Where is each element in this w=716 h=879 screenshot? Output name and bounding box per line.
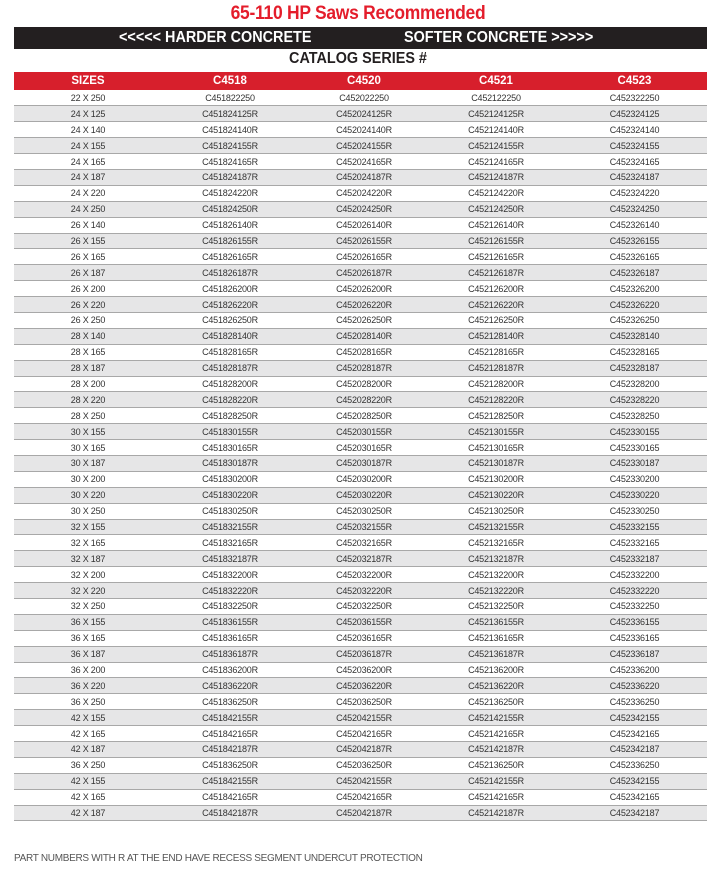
c4523-part-cell: C452328187 xyxy=(562,360,707,376)
c4521-part-cell: C452122250 xyxy=(430,90,562,106)
c4523-part-cell: C452330250 xyxy=(562,503,707,519)
c4518-part-cell: C451824220R xyxy=(162,185,298,201)
c4523-part-cell: C452342165 xyxy=(562,726,707,742)
table-row xyxy=(14,614,707,630)
c4521-part-cell: C452142187R xyxy=(430,742,562,758)
c4518-part-cell: C451842155R xyxy=(162,710,298,726)
size-cell: 42 X 165 xyxy=(14,726,162,742)
c4520-part-cell: C452036250R xyxy=(298,757,430,773)
size-cell: 32 X 220 xyxy=(14,583,162,599)
column-header-c4521: C4521 xyxy=(430,72,562,90)
table-row xyxy=(14,90,707,106)
table-row xyxy=(14,328,707,344)
c4518-part-cell: C451830220R xyxy=(162,487,298,503)
table-row xyxy=(14,694,707,710)
c4520-part-cell: C452024140R xyxy=(298,122,430,138)
c4518-part-cell: C451836250R xyxy=(162,694,298,710)
table-row xyxy=(14,551,707,567)
table-row xyxy=(14,440,707,456)
c4518-part-cell: C451828165R xyxy=(162,344,298,360)
c4523-part-cell: C452336165 xyxy=(562,630,707,646)
c4518-part-cell: C451828140R xyxy=(162,328,298,344)
c4520-part-cell: C452026250R xyxy=(298,312,430,328)
size-cell: 32 X 200 xyxy=(14,567,162,583)
table-row xyxy=(14,726,707,742)
c4520-part-cell: C452030220R xyxy=(298,487,430,503)
size-cell: 22 X 250 xyxy=(14,90,162,106)
table-row xyxy=(14,408,707,424)
size-cell: 30 X 155 xyxy=(14,424,162,440)
column-header-c4518: C4518 xyxy=(162,72,298,90)
c4523-part-cell: C452336220 xyxy=(562,678,707,694)
c4521-part-cell: C452124187R xyxy=(430,169,562,185)
c4518-part-cell: C451830250R xyxy=(162,503,298,519)
size-cell: 28 X 165 xyxy=(14,344,162,360)
size-cell: 30 X 187 xyxy=(14,455,162,471)
table-row xyxy=(14,106,707,122)
size-cell: 24 X 165 xyxy=(14,154,162,170)
table-row xyxy=(14,742,707,758)
c4518-part-cell: C451824187R xyxy=(162,169,298,185)
c4520-part-cell: C452028165R xyxy=(298,344,430,360)
size-cell: 28 X 187 xyxy=(14,360,162,376)
c4518-part-cell: C451832220R xyxy=(162,583,298,599)
c4520-part-cell: C452030165R xyxy=(298,440,430,456)
c4521-part-cell: C452126200R xyxy=(430,281,562,297)
size-cell: 28 X 220 xyxy=(14,392,162,408)
c4523-part-cell: C452330200 xyxy=(562,471,707,487)
c4518-part-cell: C451824140R xyxy=(162,122,298,138)
c4521-part-cell: C452136220R xyxy=(430,678,562,694)
c4521-part-cell: C452130250R xyxy=(430,503,562,519)
c4520-part-cell: C452036165R xyxy=(298,630,430,646)
table-row xyxy=(14,281,707,297)
table-row xyxy=(14,376,707,392)
softer-concrete-label: SOFTER CONCRETE >>>>> xyxy=(404,29,594,46)
table-row xyxy=(14,567,707,583)
c4518-part-cell: C451824155R xyxy=(162,138,298,154)
c4521-part-cell: C452126155R xyxy=(430,233,562,249)
size-cell: 28 X 140 xyxy=(14,328,162,344)
c4521-part-cell: C452130200R xyxy=(430,471,562,487)
catalog-series-heading: CATALOG SERIES # xyxy=(289,50,427,67)
size-cell: 26 X 165 xyxy=(14,249,162,265)
c4518-part-cell: C451832250R xyxy=(162,599,298,615)
c4520-part-cell: C452042155R xyxy=(298,710,430,726)
table-row xyxy=(14,630,707,646)
c4521-part-cell: C452136200R xyxy=(430,662,562,678)
c4521-part-cell: C452136187R xyxy=(430,646,562,662)
c4520-part-cell: C452026200R xyxy=(298,281,430,297)
c4521-part-cell: C452128187R xyxy=(430,360,562,376)
c4521-part-cell: C452142155R xyxy=(430,710,562,726)
c4523-part-cell: C452332165 xyxy=(562,535,707,551)
size-cell: 26 X 200 xyxy=(14,281,162,297)
size-cell: 30 X 220 xyxy=(14,487,162,503)
c4518-part-cell: C451836220R xyxy=(162,678,298,694)
c4518-part-cell: C451832200R xyxy=(162,567,298,583)
c4521-part-cell: C452132250R xyxy=(430,599,562,615)
c4523-part-cell: C452324140 xyxy=(562,122,707,138)
table-row xyxy=(14,487,707,503)
c4523-part-cell: C452322250 xyxy=(562,90,707,106)
size-cell: 30 X 200 xyxy=(14,471,162,487)
c4521-part-cell: C452124155R xyxy=(430,138,562,154)
c4520-part-cell: C452024220R xyxy=(298,185,430,201)
table-row xyxy=(14,583,707,599)
c4520-part-cell: C452036250R xyxy=(298,694,430,710)
c4521-part-cell: C452142165R xyxy=(430,789,562,805)
c4521-part-cell: C452124125R xyxy=(430,106,562,122)
c4518-part-cell: C451826165R xyxy=(162,249,298,265)
c4520-part-cell: C452032220R xyxy=(298,583,430,599)
size-cell: 26 X 250 xyxy=(14,312,162,328)
c4518-part-cell: C451842155R xyxy=(162,773,298,789)
c4521-part-cell: C452130165R xyxy=(430,440,562,456)
size-cell: 42 X 155 xyxy=(14,773,162,789)
c4521-part-cell: C452124140R xyxy=(430,122,562,138)
catalog-table xyxy=(14,72,707,821)
size-cell: 30 X 165 xyxy=(14,440,162,456)
c4520-part-cell: C452030155R xyxy=(298,424,430,440)
c4521-part-cell: C452124165R xyxy=(430,154,562,170)
c4523-part-cell: C452324125 xyxy=(562,106,707,122)
table-row xyxy=(14,503,707,519)
size-cell: 36 X 200 xyxy=(14,662,162,678)
footnote: PART NUMBERS WITH R AT THE END HAVE RECESS SEGMENT UNDERCUT PROTECTION xyxy=(14,853,423,864)
c4520-part-cell: C452036220R xyxy=(298,678,430,694)
table-row xyxy=(14,154,707,170)
size-cell: 36 X 155 xyxy=(14,614,162,630)
c4521-part-cell: C452124220R xyxy=(430,185,562,201)
c4520-part-cell: C452028250R xyxy=(298,408,430,424)
c4518-part-cell: C451824250R xyxy=(162,201,298,217)
table-row xyxy=(14,789,707,805)
c4518-part-cell: C451830155R xyxy=(162,424,298,440)
c4523-part-cell: C452336187 xyxy=(562,646,707,662)
c4523-part-cell: C452332220 xyxy=(562,583,707,599)
c4521-part-cell: C452126187R xyxy=(430,265,562,281)
c4523-part-cell: C452326140 xyxy=(562,217,707,233)
c4518-part-cell: C451842187R xyxy=(162,805,298,821)
c4520-part-cell: C452024155R xyxy=(298,138,430,154)
c4521-part-cell: C452128220R xyxy=(430,392,562,408)
c4523-part-cell: C452330220 xyxy=(562,487,707,503)
table-row xyxy=(14,297,707,313)
size-cell: 24 X 250 xyxy=(14,201,162,217)
c4520-part-cell: C452042187R xyxy=(298,742,430,758)
c4521-part-cell: C452128200R xyxy=(430,376,562,392)
c4521-part-cell: C452128165R xyxy=(430,344,562,360)
c4523-part-cell: C452342155 xyxy=(562,710,707,726)
c4520-part-cell: C452032200R xyxy=(298,567,430,583)
c4521-part-cell: C452142187R xyxy=(430,805,562,821)
size-cell: 28 X 250 xyxy=(14,408,162,424)
c4523-part-cell: C452328200 xyxy=(562,376,707,392)
c4523-part-cell: C452328250 xyxy=(562,408,707,424)
c4521-part-cell: C452132165R xyxy=(430,535,562,551)
c4523-part-cell: C452328220 xyxy=(562,392,707,408)
table-row xyxy=(14,710,707,726)
size-cell: 24 X 155 xyxy=(14,138,162,154)
harder-concrete-label: <<<<< HARDER CONCRETE xyxy=(119,29,312,46)
c4520-part-cell: C452028187R xyxy=(298,360,430,376)
c4523-part-cell: C452330155 xyxy=(562,424,707,440)
table-row xyxy=(14,773,707,789)
size-cell: 26 X 220 xyxy=(14,297,162,313)
c4521-part-cell: C452142165R xyxy=(430,726,562,742)
c4520-part-cell: C452030200R xyxy=(298,471,430,487)
c4520-part-cell: C452026187R xyxy=(298,265,430,281)
c4523-part-cell: C452332200 xyxy=(562,567,707,583)
c4523-part-cell: C452336250 xyxy=(562,757,707,773)
c4518-part-cell: C451842187R xyxy=(162,742,298,758)
c4523-part-cell: C452332187 xyxy=(562,551,707,567)
size-cell: 24 X 220 xyxy=(14,185,162,201)
size-cell: 24 X 187 xyxy=(14,169,162,185)
c4518-part-cell: C451824125R xyxy=(162,106,298,122)
c4521-part-cell: C452142155R xyxy=(430,773,562,789)
size-cell: 42 X 165 xyxy=(14,789,162,805)
page-title: 65-110 HP Saws Recommended xyxy=(230,3,486,24)
table-row xyxy=(14,519,707,535)
c4523-part-cell: C452324187 xyxy=(562,169,707,185)
c4520-part-cell: C452024250R xyxy=(298,201,430,217)
c4518-part-cell: C451824165R xyxy=(162,154,298,170)
c4518-part-cell: C451826140R xyxy=(162,217,298,233)
c4523-part-cell: C452342187 xyxy=(562,742,707,758)
c4521-part-cell: C452128140R xyxy=(430,328,562,344)
c4523-part-cell: C452330165 xyxy=(562,440,707,456)
table-row xyxy=(14,455,707,471)
c4518-part-cell: C451836250R xyxy=(162,757,298,773)
c4518-part-cell: C451826220R xyxy=(162,297,298,313)
c4520-part-cell: C452024187R xyxy=(298,169,430,185)
size-cell: 42 X 187 xyxy=(14,805,162,821)
c4518-part-cell: C451842165R xyxy=(162,789,298,805)
c4518-part-cell: C451826250R xyxy=(162,312,298,328)
size-cell: 26 X 140 xyxy=(14,217,162,233)
c4518-part-cell: C451822250 xyxy=(162,90,298,106)
c4521-part-cell: C452136250R xyxy=(430,757,562,773)
column-header-c4523: C4523 xyxy=(562,72,707,90)
size-cell: 36 X 250 xyxy=(14,694,162,710)
c4523-part-cell: C452324220 xyxy=(562,185,707,201)
table-row xyxy=(14,757,707,773)
c4521-part-cell: C452130155R xyxy=(430,424,562,440)
table-row xyxy=(14,646,707,662)
c4520-part-cell: C452028140R xyxy=(298,328,430,344)
table-row xyxy=(14,185,707,201)
c4518-part-cell: C451826155R xyxy=(162,233,298,249)
table-header-row xyxy=(14,72,707,90)
c4520-part-cell: C452042187R xyxy=(298,805,430,821)
c4518-part-cell: C451826187R xyxy=(162,265,298,281)
size-cell: 26 X 187 xyxy=(14,265,162,281)
c4523-part-cell: C452326155 xyxy=(562,233,707,249)
c4520-part-cell: C452032187R xyxy=(298,551,430,567)
table-row xyxy=(14,535,707,551)
table-row xyxy=(14,201,707,217)
c4520-part-cell: C452036187R xyxy=(298,646,430,662)
c4521-part-cell: C452132155R xyxy=(430,519,562,535)
c4518-part-cell: C451836165R xyxy=(162,630,298,646)
size-cell: 36 X 187 xyxy=(14,646,162,662)
table-row xyxy=(14,392,707,408)
c4523-part-cell: C452324155 xyxy=(562,138,707,154)
size-cell: 32 X 187 xyxy=(14,551,162,567)
c4523-part-cell: C452324165 xyxy=(562,154,707,170)
table-row xyxy=(14,169,707,185)
c4521-part-cell: C452126165R xyxy=(430,249,562,265)
c4523-part-cell: C452326220 xyxy=(562,297,707,313)
c4521-part-cell: C452124250R xyxy=(430,201,562,217)
table-row xyxy=(14,360,707,376)
c4523-part-cell: C452336155 xyxy=(562,614,707,630)
c4518-part-cell: C451828250R xyxy=(162,408,298,424)
column-header-sizes: SIZES xyxy=(14,72,162,90)
c4523-part-cell: C452342155 xyxy=(562,773,707,789)
c4518-part-cell: C451842165R xyxy=(162,726,298,742)
size-cell: 32 X 165 xyxy=(14,535,162,551)
c4521-part-cell: C452136250R xyxy=(430,694,562,710)
size-cell: 36 X 220 xyxy=(14,678,162,694)
c4520-part-cell: C452036155R xyxy=(298,614,430,630)
c4520-part-cell: C452030187R xyxy=(298,455,430,471)
size-cell: 28 X 200 xyxy=(14,376,162,392)
size-cell: 36 X 250 xyxy=(14,757,162,773)
table-row xyxy=(14,678,707,694)
c4520-part-cell: C452042165R xyxy=(298,726,430,742)
c4521-part-cell: C452136155R xyxy=(430,614,562,630)
table-row xyxy=(14,424,707,440)
c4520-part-cell: C452024125R xyxy=(298,106,430,122)
table-row xyxy=(14,122,707,138)
c4518-part-cell: C451830187R xyxy=(162,455,298,471)
c4520-part-cell: C452030250R xyxy=(298,503,430,519)
c4518-part-cell: C451836200R xyxy=(162,662,298,678)
c4520-part-cell: C452024165R xyxy=(298,154,430,170)
c4520-part-cell: C452026140R xyxy=(298,217,430,233)
c4521-part-cell: C452130220R xyxy=(430,487,562,503)
size-cell: 30 X 250 xyxy=(14,503,162,519)
c4518-part-cell: C451830200R xyxy=(162,471,298,487)
c4523-part-cell: C452326165 xyxy=(562,249,707,265)
c4520-part-cell: C452028220R xyxy=(298,392,430,408)
c4523-part-cell: C452336200 xyxy=(562,662,707,678)
c4523-part-cell: C452336250 xyxy=(562,694,707,710)
table-row xyxy=(14,805,707,821)
c4520-part-cell: C452042155R xyxy=(298,773,430,789)
c4521-part-cell: C452132220R xyxy=(430,583,562,599)
c4518-part-cell: C451826200R xyxy=(162,281,298,297)
c4523-part-cell: C452330187 xyxy=(562,455,707,471)
table-body xyxy=(14,90,707,821)
table-row xyxy=(14,217,707,233)
size-cell: 42 X 187 xyxy=(14,742,162,758)
c4520-part-cell: C452022250 xyxy=(298,90,430,106)
c4523-part-cell: C452328165 xyxy=(562,344,707,360)
c4518-part-cell: C451832155R xyxy=(162,519,298,535)
size-cell: 32 X 250 xyxy=(14,599,162,615)
c4518-part-cell: C451828187R xyxy=(162,360,298,376)
c4521-part-cell: C452132187R xyxy=(430,551,562,567)
size-cell: 42 X 155 xyxy=(14,710,162,726)
size-cell: 24 X 140 xyxy=(14,122,162,138)
size-cell: 26 X 155 xyxy=(14,233,162,249)
c4520-part-cell: C452032250R xyxy=(298,599,430,615)
size-cell: 32 X 155 xyxy=(14,519,162,535)
c4518-part-cell: C451828200R xyxy=(162,376,298,392)
c4523-part-cell: C452326187 xyxy=(562,265,707,281)
c4521-part-cell: C452130187R xyxy=(430,455,562,471)
c4523-part-cell: C452332155 xyxy=(562,519,707,535)
c4523-part-cell: C452326250 xyxy=(562,312,707,328)
table-row xyxy=(14,471,707,487)
c4518-part-cell: C451836187R xyxy=(162,646,298,662)
table-row xyxy=(14,233,707,249)
c4521-part-cell: C452136165R xyxy=(430,630,562,646)
c4523-part-cell: C452342187 xyxy=(562,805,707,821)
table-row xyxy=(14,138,707,154)
c4523-part-cell: C452342165 xyxy=(562,789,707,805)
c4520-part-cell: C452032155R xyxy=(298,519,430,535)
c4518-part-cell: C451830165R xyxy=(162,440,298,456)
c4518-part-cell: C451828220R xyxy=(162,392,298,408)
c4520-part-cell: C452028200R xyxy=(298,376,430,392)
c4521-part-cell: C452126250R xyxy=(430,312,562,328)
table-row xyxy=(14,662,707,678)
c4520-part-cell: C452036200R xyxy=(298,662,430,678)
c4523-part-cell: C452328140 xyxy=(562,328,707,344)
c4523-part-cell: C452332250 xyxy=(562,599,707,615)
table-row xyxy=(14,265,707,281)
c4520-part-cell: C452026165R xyxy=(298,249,430,265)
c4521-part-cell: C452126220R xyxy=(430,297,562,313)
size-cell: 36 X 165 xyxy=(14,630,162,646)
table-row xyxy=(14,599,707,615)
c4523-part-cell: C452326200 xyxy=(562,281,707,297)
size-cell: 24 X 125 xyxy=(14,106,162,122)
c4523-part-cell: C452324250 xyxy=(562,201,707,217)
c4520-part-cell: C452026155R xyxy=(298,233,430,249)
c4518-part-cell: C451832165R xyxy=(162,535,298,551)
c4518-part-cell: C451832187R xyxy=(162,551,298,567)
table-row xyxy=(14,344,707,360)
table-row xyxy=(14,249,707,265)
c4520-part-cell: C452026220R xyxy=(298,297,430,313)
c4521-part-cell: C452132200R xyxy=(430,567,562,583)
c4518-part-cell: C451836155R xyxy=(162,614,298,630)
c4520-part-cell: C452042165R xyxy=(298,789,430,805)
concrete-hardness-bar xyxy=(14,27,707,49)
c4521-part-cell: C452128250R xyxy=(430,408,562,424)
c4520-part-cell: C452032165R xyxy=(298,535,430,551)
c4521-part-cell: C452126140R xyxy=(430,217,562,233)
column-header-c4520: C4520 xyxy=(298,72,430,90)
table-row xyxy=(14,312,707,328)
